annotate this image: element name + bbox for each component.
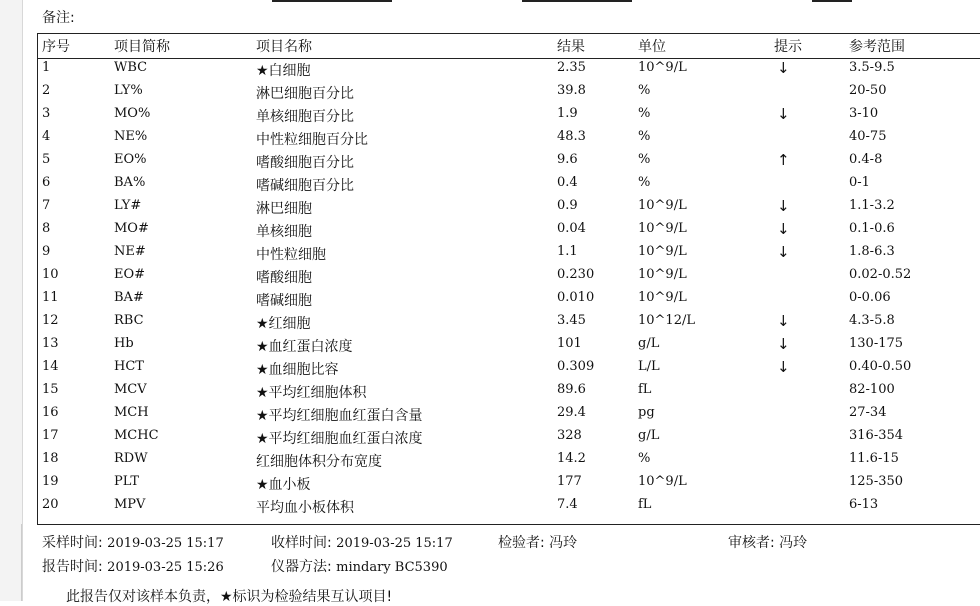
row-name: 中性粒细胞 bbox=[256, 247, 326, 263]
cut-off-text-fragments bbox=[22, 0, 980, 4]
table-row bbox=[37, 83, 980, 106]
table-header-rule bbox=[37, 58, 980, 59]
row-unit: % bbox=[638, 83, 651, 98]
row-hint: ↓ bbox=[777, 358, 790, 376]
row-result: 0.010 bbox=[557, 290, 595, 305]
row-hint: ↓ bbox=[777, 243, 790, 261]
row-seq: 18 bbox=[42, 451, 59, 466]
row-result: 101 bbox=[557, 336, 582, 351]
row-range: 20-50 bbox=[849, 83, 887, 98]
row-result: 7.4 bbox=[557, 497, 578, 512]
header-abbr: 项目简称 bbox=[114, 39, 170, 55]
row-name: ★平均红细胞血红蛋白含量 bbox=[256, 408, 423, 424]
row-result: 0.4 bbox=[557, 175, 578, 190]
row-name: 嗜碱细胞 bbox=[256, 293, 312, 309]
row-result: 328 bbox=[557, 428, 582, 443]
row-name: 嗜酸细胞 bbox=[256, 270, 312, 286]
row-unit: % bbox=[638, 451, 651, 466]
row-seq: 13 bbox=[42, 336, 59, 351]
header-seq: 序号 bbox=[42, 39, 70, 55]
table-row bbox=[37, 313, 980, 336]
table-top-rule bbox=[37, 33, 980, 34]
row-abbr: MCHC bbox=[114, 428, 159, 443]
row-result: 1.9 bbox=[557, 106, 578, 121]
row-abbr: Hb bbox=[114, 336, 134, 351]
row-hint: ↓ bbox=[777, 197, 790, 215]
receive-time bbox=[271, 532, 453, 552]
table-row bbox=[37, 497, 980, 520]
receive-time-value: 2019-03-25 15:17 bbox=[336, 536, 453, 551]
row-abbr: RBC bbox=[114, 313, 144, 328]
row-unit: 10^12/L bbox=[638, 313, 695, 328]
row-seq: 11 bbox=[42, 290, 59, 305]
row-unit: 10^9/L bbox=[638, 60, 687, 75]
row-abbr: RDW bbox=[114, 451, 148, 466]
row-abbr: MCH bbox=[114, 405, 149, 420]
row-name: ★血小板 bbox=[256, 477, 311, 493]
table-bottom-rule bbox=[37, 524, 980, 525]
row-name: 嗜酸细胞百分比 bbox=[256, 155, 354, 171]
row-hint: ↓ bbox=[777, 312, 790, 330]
row-abbr: MPV bbox=[114, 497, 146, 512]
row-unit: g/L bbox=[638, 336, 660, 351]
table-row bbox=[37, 129, 980, 152]
row-seq: 17 bbox=[42, 428, 59, 443]
header-hint: 提示 bbox=[774, 39, 802, 55]
row-abbr: WBC bbox=[114, 60, 148, 75]
row-name: ★平均红细胞体积 bbox=[256, 385, 367, 401]
row-result: 0.9 bbox=[557, 198, 578, 213]
row-abbr: MCV bbox=[114, 382, 147, 397]
row-unit: 10^9/L bbox=[638, 267, 687, 282]
instrument bbox=[271, 556, 448, 576]
row-name: 红细胞体积分布宽度 bbox=[256, 454, 382, 470]
row-seq: 2 bbox=[42, 83, 51, 98]
row-result: 3.45 bbox=[557, 313, 586, 328]
row-name: ★血红蛋白浓度 bbox=[256, 339, 353, 355]
receive-time-label: 收样时间: bbox=[271, 535, 332, 551]
row-range: 27-34 bbox=[849, 405, 887, 420]
inspector-value: 冯玲 bbox=[549, 535, 578, 551]
row-range: 3-10 bbox=[849, 106, 879, 121]
row-unit: % bbox=[638, 129, 651, 144]
table-row bbox=[37, 405, 980, 428]
remark-label: 备注: bbox=[42, 10, 75, 26]
row-seq: 15 bbox=[42, 382, 59, 397]
row-seq: 16 bbox=[42, 405, 59, 420]
row-name: 淋巴细胞百分比 bbox=[256, 86, 354, 102]
table-row bbox=[37, 382, 980, 405]
row-hint: ↓ bbox=[777, 105, 790, 123]
row-hint: ↑ bbox=[777, 151, 790, 169]
page-edge-strip bbox=[0, 0, 23, 601]
row-seq: 4 bbox=[42, 129, 51, 144]
row-abbr: BA% bbox=[114, 175, 146, 190]
row-range: 0-1 bbox=[849, 175, 870, 190]
row-unit: % bbox=[638, 152, 651, 167]
table-row bbox=[37, 359, 980, 382]
row-result: 29.4 bbox=[557, 405, 586, 420]
row-unit: L/L bbox=[638, 359, 660, 374]
row-abbr: PLT bbox=[114, 474, 139, 489]
table-row bbox=[37, 290, 980, 313]
table-row bbox=[37, 106, 980, 129]
table-row bbox=[37, 428, 980, 451]
row-seq: 12 bbox=[42, 313, 59, 328]
row-range: 82-100 bbox=[849, 382, 895, 397]
inspector bbox=[498, 532, 577, 552]
row-name: ★红细胞 bbox=[256, 316, 311, 332]
row-seq: 10 bbox=[42, 267, 59, 282]
row-seq: 8 bbox=[42, 221, 51, 236]
row-name: 单核细胞 bbox=[256, 224, 312, 240]
table-row bbox=[37, 474, 980, 497]
header-range: 参考范围 bbox=[849, 39, 905, 55]
row-unit: 10^9/L bbox=[638, 244, 687, 259]
header-unit: 单位 bbox=[638, 39, 666, 55]
row-range: 4.3-5.8 bbox=[849, 313, 895, 328]
row-unit: 10^9/L bbox=[638, 221, 687, 236]
sample-time bbox=[42, 532, 224, 552]
row-range: 125-350 bbox=[849, 474, 904, 489]
reviewer-label: 审核者: bbox=[728, 535, 775, 551]
row-seq: 6 bbox=[42, 175, 51, 190]
row-name: ★白细胞 bbox=[256, 63, 311, 79]
table-row bbox=[37, 221, 980, 244]
row-unit: % bbox=[638, 106, 651, 121]
row-result: 48.3 bbox=[557, 129, 586, 144]
row-range: 0.02-0.52 bbox=[849, 267, 912, 282]
row-result: 39.8 bbox=[557, 83, 586, 98]
row-seq: 19 bbox=[42, 474, 59, 489]
row-range: 40-75 bbox=[849, 129, 887, 144]
row-abbr: HCT bbox=[114, 359, 144, 374]
row-result: 0.04 bbox=[557, 221, 586, 236]
row-unit: pg bbox=[638, 405, 655, 420]
report-time-value: 2019-03-25 15:26 bbox=[107, 560, 224, 575]
row-unit: % bbox=[638, 175, 651, 190]
row-abbr: NE% bbox=[114, 129, 148, 144]
row-unit: g/L bbox=[638, 428, 660, 443]
reviewer-value: 冯玲 bbox=[779, 535, 808, 551]
row-range: 0.4-8 bbox=[849, 152, 883, 167]
table-header bbox=[37, 36, 980, 58]
row-range: 0-0.06 bbox=[849, 290, 891, 305]
row-name: 单核细胞百分比 bbox=[256, 109, 354, 125]
table-row bbox=[37, 175, 980, 198]
row-abbr: NE# bbox=[114, 244, 146, 259]
row-range: 1.8-6.3 bbox=[849, 244, 895, 259]
row-seq: 3 bbox=[42, 106, 51, 121]
row-abbr: EO# bbox=[114, 267, 146, 282]
table-row bbox=[37, 198, 980, 221]
row-result: 2.35 bbox=[557, 60, 586, 75]
table-row bbox=[37, 451, 980, 474]
row-abbr: BA# bbox=[114, 290, 144, 305]
sample-time-label: 采样时间: bbox=[42, 535, 103, 551]
row-seq: 20 bbox=[42, 497, 59, 512]
row-unit: 10^9/L bbox=[638, 474, 687, 489]
row-unit: fL bbox=[638, 497, 652, 512]
row-result: 0.309 bbox=[557, 359, 595, 374]
row-abbr: MO% bbox=[114, 106, 151, 121]
table-row bbox=[37, 244, 980, 267]
row-hint: ↓ bbox=[777, 59, 790, 77]
row-unit: 10^9/L bbox=[638, 290, 687, 305]
inspector-label: 检验者: bbox=[498, 535, 545, 551]
table-row bbox=[37, 336, 980, 359]
row-seq: 5 bbox=[42, 152, 51, 167]
row-range: 6-13 bbox=[849, 497, 879, 512]
row-seq: 9 bbox=[42, 244, 51, 259]
table-row bbox=[37, 267, 980, 290]
row-result: 14.2 bbox=[557, 451, 586, 466]
row-result: 0.230 bbox=[557, 267, 595, 282]
row-abbr: LY# bbox=[114, 198, 142, 213]
row-abbr: EO% bbox=[114, 152, 147, 167]
row-result: 89.6 bbox=[557, 382, 586, 397]
row-seq: 7 bbox=[42, 198, 51, 213]
row-abbr: LY% bbox=[114, 83, 143, 98]
table-row bbox=[37, 60, 980, 83]
row-result: 9.6 bbox=[557, 152, 578, 167]
table-row bbox=[37, 152, 980, 175]
row-unit: 10^9/L bbox=[638, 198, 687, 213]
row-seq: 1 bbox=[42, 60, 51, 75]
row-abbr: MO# bbox=[114, 221, 149, 236]
instrument-label: 仪器方法: bbox=[271, 559, 332, 575]
row-unit: fL bbox=[638, 382, 652, 397]
row-range: 0.1-0.6 bbox=[849, 221, 895, 236]
row-range: 1.1-3.2 bbox=[849, 198, 895, 213]
reviewer bbox=[728, 532, 807, 552]
header-result: 结果 bbox=[557, 39, 585, 55]
footer-left-edge bbox=[21, 524, 22, 601]
row-hint: ↓ bbox=[777, 335, 790, 353]
row-range: 0.40-0.50 bbox=[849, 359, 912, 374]
row-range: 316-354 bbox=[849, 428, 904, 443]
row-name: 淋巴细胞 bbox=[256, 201, 312, 217]
disclaimer: 此报告仅对该样本负责，★标识为检验结果互认项目! bbox=[66, 589, 393, 605]
row-hint: ↓ bbox=[777, 220, 790, 238]
report-time-label: 报告时间: bbox=[42, 559, 103, 575]
sample-time-value: 2019-03-25 15:17 bbox=[107, 536, 224, 551]
row-name: ★平均红细胞血红蛋白浓度 bbox=[256, 431, 423, 447]
header-name: 项目名称 bbox=[256, 39, 312, 55]
row-name: 平均血小板体积 bbox=[256, 500, 354, 516]
report-time bbox=[42, 556, 224, 576]
row-range: 3.5-9.5 bbox=[849, 60, 895, 75]
row-seq: 14 bbox=[42, 359, 59, 374]
instrument-value: mindary BC5390 bbox=[336, 560, 448, 575]
row-range: 11.6-15 bbox=[849, 451, 899, 466]
row-name: ★血细胞比容 bbox=[256, 362, 339, 378]
row-range: 130-175 bbox=[849, 336, 904, 351]
row-result: 177 bbox=[557, 474, 582, 489]
row-name: 嗜碱细胞百分比 bbox=[256, 178, 354, 194]
row-name: 中性粒细胞百分比 bbox=[256, 132, 368, 148]
row-result: 1.1 bbox=[557, 244, 578, 259]
